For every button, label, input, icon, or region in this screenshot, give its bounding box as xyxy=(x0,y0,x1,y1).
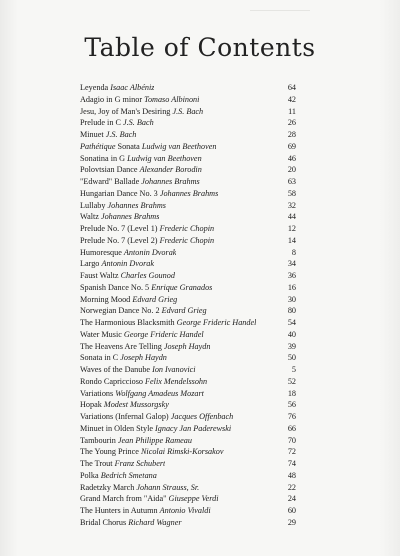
toc-entry xyxy=(80,435,296,447)
toc-entry xyxy=(80,482,296,494)
page-number: 64 xyxy=(287,83,296,92)
page-number: 48 xyxy=(287,470,296,480)
toc-entry-title xyxy=(80,188,218,200)
toc-entry-title xyxy=(80,294,177,306)
toc-entry-title xyxy=(80,305,207,317)
table-of-contents-list xyxy=(80,82,296,529)
page-number: 80 xyxy=(287,306,296,316)
piece-title: Waltz xyxy=(80,212,99,222)
page-number: 63 xyxy=(287,177,296,186)
composer-name: Frederic Chopin xyxy=(159,235,215,245)
toc-entry xyxy=(80,200,296,212)
toc-entry xyxy=(80,458,296,470)
toc-entry xyxy=(80,446,296,458)
composer-name: Johann Strauss, Sr. xyxy=(136,482,200,492)
bleed-through-mark xyxy=(250,0,310,11)
page-number: 42 xyxy=(287,94,296,104)
page-number: 22 xyxy=(287,482,296,492)
piece-title: Humoresque xyxy=(80,247,122,257)
piece-title: Prelude No. 7 (Level 2) xyxy=(80,235,158,245)
composer-name: Isaac Albéniz xyxy=(110,83,155,92)
toc-entry xyxy=(80,341,296,353)
page-number: 72 xyxy=(287,447,296,457)
toc-entry xyxy=(80,94,296,106)
toc-entry-title xyxy=(80,235,214,247)
toc-entry-title xyxy=(80,117,154,129)
toc-entry-title xyxy=(80,329,204,341)
composer-name: J.S. Bach xyxy=(105,130,137,139)
toc-entry-title xyxy=(80,399,169,411)
toc-entry xyxy=(80,141,296,153)
page-number: 56 xyxy=(287,400,296,410)
toc-entry-title xyxy=(80,106,203,118)
piece-title: The Young Prince xyxy=(80,447,139,457)
composer-name: Alexander Borodin xyxy=(139,165,202,175)
page-number: 26 xyxy=(287,118,296,128)
piece-title: Polka xyxy=(80,470,99,480)
page-number: 46 xyxy=(287,153,296,163)
composer-name: Joseph Haydn xyxy=(163,341,211,351)
composer-name: Wolfgang Amadeus Mozart xyxy=(115,388,204,398)
composer-name: Jacques Offenbach xyxy=(170,412,234,421)
piece-title: Polovtsian Dance xyxy=(80,165,138,175)
piece-title: Spanish Dance No. 5 xyxy=(80,282,150,292)
toc-entry-title xyxy=(80,94,199,106)
toc-entry-title xyxy=(80,164,202,176)
piece-title: The Heavens Are Telling xyxy=(80,341,162,351)
toc-entry-title xyxy=(80,482,199,494)
page-number: 11 xyxy=(288,106,296,116)
composer-name: Ion Ivanovici xyxy=(152,365,196,374)
piece-title: Faust Waltz xyxy=(80,271,119,280)
page-number: 29 xyxy=(287,517,296,527)
toc-entry xyxy=(80,117,296,129)
toc-entry xyxy=(80,282,296,294)
composer-name: Joseph Haydn xyxy=(120,353,167,363)
composer-name: Edvard Grieg xyxy=(161,306,207,316)
toc-entry-title xyxy=(80,352,167,364)
toc-entry xyxy=(80,211,296,223)
page-number: 28 xyxy=(287,130,296,139)
toc-entry xyxy=(80,411,296,423)
composer-name: George Frideric Handel xyxy=(176,318,257,327)
page-number: 16 xyxy=(287,282,296,292)
toc-entry xyxy=(80,258,296,270)
piece-title: Variations xyxy=(80,388,114,398)
toc-entry-title xyxy=(80,129,136,141)
toc-entry-title xyxy=(80,153,202,165)
page-number: 8 xyxy=(291,247,296,257)
toc-entry-title xyxy=(80,446,224,458)
toc-entry xyxy=(80,505,296,517)
toc-entry xyxy=(80,176,296,188)
composer-name: Ludwig van Beethoven xyxy=(127,153,202,163)
piece-title: The Hunters in Autumn xyxy=(80,506,158,515)
toc-entry xyxy=(80,317,296,329)
toc-entry xyxy=(80,517,296,529)
composer-name: Edvard Grieg xyxy=(132,294,178,304)
page-title: Table of Contents xyxy=(84,32,316,62)
toc-entry xyxy=(80,305,296,317)
toc-entry xyxy=(80,399,296,411)
piece-title: Pathétique xyxy=(80,141,116,151)
composer-name: Johannes Brahms xyxy=(159,188,219,198)
piece-title: Largo xyxy=(80,259,100,269)
toc-entry xyxy=(80,388,296,400)
composer-name: Enrique Granados xyxy=(151,282,213,292)
piece-title: Prelude No. 7 (Level 1) xyxy=(80,224,158,233)
toc-entry-title xyxy=(80,435,192,447)
toc-entry xyxy=(80,129,296,141)
toc-entry xyxy=(80,223,296,235)
composer-name: Antonin Dvorak xyxy=(123,247,177,257)
composer-name: J.S. Bach xyxy=(122,118,154,128)
piece-title-suffix: Sonata xyxy=(117,141,140,151)
toc-entry-title xyxy=(80,282,212,294)
toc-entry xyxy=(80,364,296,376)
toc-entry xyxy=(80,164,296,176)
piece-title: Hungarian Dance No. 3 xyxy=(80,188,158,198)
toc-entry xyxy=(80,376,296,388)
composer-name: George Frideric Handel xyxy=(123,329,204,339)
piece-title: Hopak xyxy=(80,400,102,410)
toc-entry xyxy=(80,423,296,435)
toc-entry-title xyxy=(80,376,207,388)
page-number: 32 xyxy=(287,200,296,210)
toc-entry-title xyxy=(80,411,233,423)
piece-title: The Harmonious Blacksmith xyxy=(80,318,175,327)
composer-name: Modest Mussorgsky xyxy=(103,400,169,410)
page-number: 60 xyxy=(287,506,296,515)
page-number: 44 xyxy=(287,212,296,222)
composer-name: Jean Philippe Rameau xyxy=(117,435,192,445)
composer-name: Frederic Chopin xyxy=(159,224,215,233)
toc-entry-title xyxy=(80,388,204,400)
composer-name: J.S. Bach xyxy=(172,106,204,116)
piece-title: Grand March from "Aida" xyxy=(80,494,167,504)
composer-name: Johannes Brahms xyxy=(141,177,200,186)
page-number: 30 xyxy=(287,294,296,304)
page-number: 66 xyxy=(287,423,296,433)
piece-title: Minuet in Olden Style xyxy=(80,423,153,433)
toc-entry xyxy=(80,188,296,200)
piece-title: Leyenda xyxy=(80,83,109,92)
piece-title: Water Music xyxy=(80,329,122,339)
composer-name: Richard Wagner xyxy=(128,517,182,527)
composer-name: Johannes Brahms xyxy=(100,212,160,222)
toc-entry xyxy=(80,270,296,282)
toc-entry-title xyxy=(80,176,200,188)
composer-name: Giuseppe Verdi xyxy=(168,494,219,504)
toc-entry xyxy=(80,352,296,364)
piece-title: Morning Mood xyxy=(80,294,131,304)
toc-entry-title xyxy=(80,200,166,212)
toc-entry xyxy=(80,235,296,247)
page-number: 74 xyxy=(287,459,296,468)
piece-title: Rondo Capriccioso xyxy=(80,376,143,386)
toc-entry xyxy=(80,493,296,505)
toc-entry-title xyxy=(80,505,211,517)
page-number: 52 xyxy=(287,376,296,386)
toc-entry xyxy=(80,82,296,94)
page-number: 14 xyxy=(287,235,296,245)
piece-title: Jesu, Joy of Man's Desiring xyxy=(80,106,171,116)
composer-name: Ignacy Jan Paderewski xyxy=(155,423,232,433)
toc-entry-title xyxy=(80,141,216,153)
page-number: 34 xyxy=(287,259,296,269)
page-number: 54 xyxy=(287,318,296,327)
piece-title: Radetzky March xyxy=(80,482,135,492)
piece-title: Norwegian Dance No. 2 xyxy=(80,306,160,316)
toc-entry-title xyxy=(80,341,210,353)
toc-entry-title xyxy=(80,211,159,223)
page-number: 5 xyxy=(291,365,296,374)
toc-entry-title xyxy=(80,493,219,505)
piece-title: Adagio in G minor xyxy=(80,94,143,104)
piece-title: Sonatina in G xyxy=(80,153,126,163)
page-number: 36 xyxy=(287,271,296,280)
composer-name: Charles Gounod xyxy=(120,271,175,280)
toc-entry-title xyxy=(80,223,214,235)
page-number: 39 xyxy=(287,341,296,351)
piece-title: Sonata in C xyxy=(80,353,119,363)
page-number: 18 xyxy=(287,388,296,398)
toc-entry-title xyxy=(80,517,182,529)
piece-title: Variations (Infernal Galop) xyxy=(80,412,169,421)
toc-entry-title xyxy=(80,458,165,470)
piece-title: Bridal Chorus xyxy=(80,517,127,527)
piece-title: Prelude in C xyxy=(80,118,121,128)
page-number: 12 xyxy=(287,224,296,233)
piece-title: Waves of the Danube xyxy=(80,365,151,374)
piece-title: The Trout xyxy=(80,459,113,468)
toc-entry-title xyxy=(80,247,176,259)
composer-name: Johannes Brahms xyxy=(107,200,166,210)
toc-entry xyxy=(80,153,296,165)
toc-entry xyxy=(80,294,296,306)
toc-entry-title xyxy=(80,423,231,435)
toc-entry-title xyxy=(80,270,175,282)
page-number: 70 xyxy=(287,435,296,445)
page-number: 50 xyxy=(287,353,296,363)
page-number: 24 xyxy=(287,494,296,504)
page-number: 40 xyxy=(287,329,296,339)
composer-name: Tomaso Albinoni xyxy=(144,94,200,104)
composer-name: Felix Mendelssohn xyxy=(145,376,208,386)
piece-title: Minuet xyxy=(80,130,104,139)
composer-name: Nicolai Rimski-Korsakov xyxy=(140,447,224,457)
toc-entry-title xyxy=(80,470,157,482)
toc-entry xyxy=(80,247,296,259)
toc-entry xyxy=(80,470,296,482)
composer-name: Ludwig van Beethoven xyxy=(141,141,217,151)
toc-entry-title xyxy=(80,364,196,376)
page-number: 20 xyxy=(287,165,296,175)
toc-entry-title xyxy=(80,82,154,94)
page-number: 69 xyxy=(287,141,296,151)
page-number: 58 xyxy=(287,188,296,198)
toc-entry-title xyxy=(80,258,154,270)
toc-entry xyxy=(80,106,296,118)
composer-name: Antonio Vivaldi xyxy=(159,506,211,515)
page-number: 76 xyxy=(287,412,296,421)
piece-title: Lullaby xyxy=(80,200,106,210)
toc-entry xyxy=(80,329,296,341)
piece-title: Tambourin xyxy=(80,435,116,445)
composer-name: Franz Schubert xyxy=(114,459,166,468)
toc-entry-title xyxy=(80,317,256,329)
composer-name: Bedrich Smetana xyxy=(100,470,157,480)
composer-name: Antonin Dvorak xyxy=(101,259,154,269)
piece-title: "Edward" Ballade xyxy=(80,177,140,186)
